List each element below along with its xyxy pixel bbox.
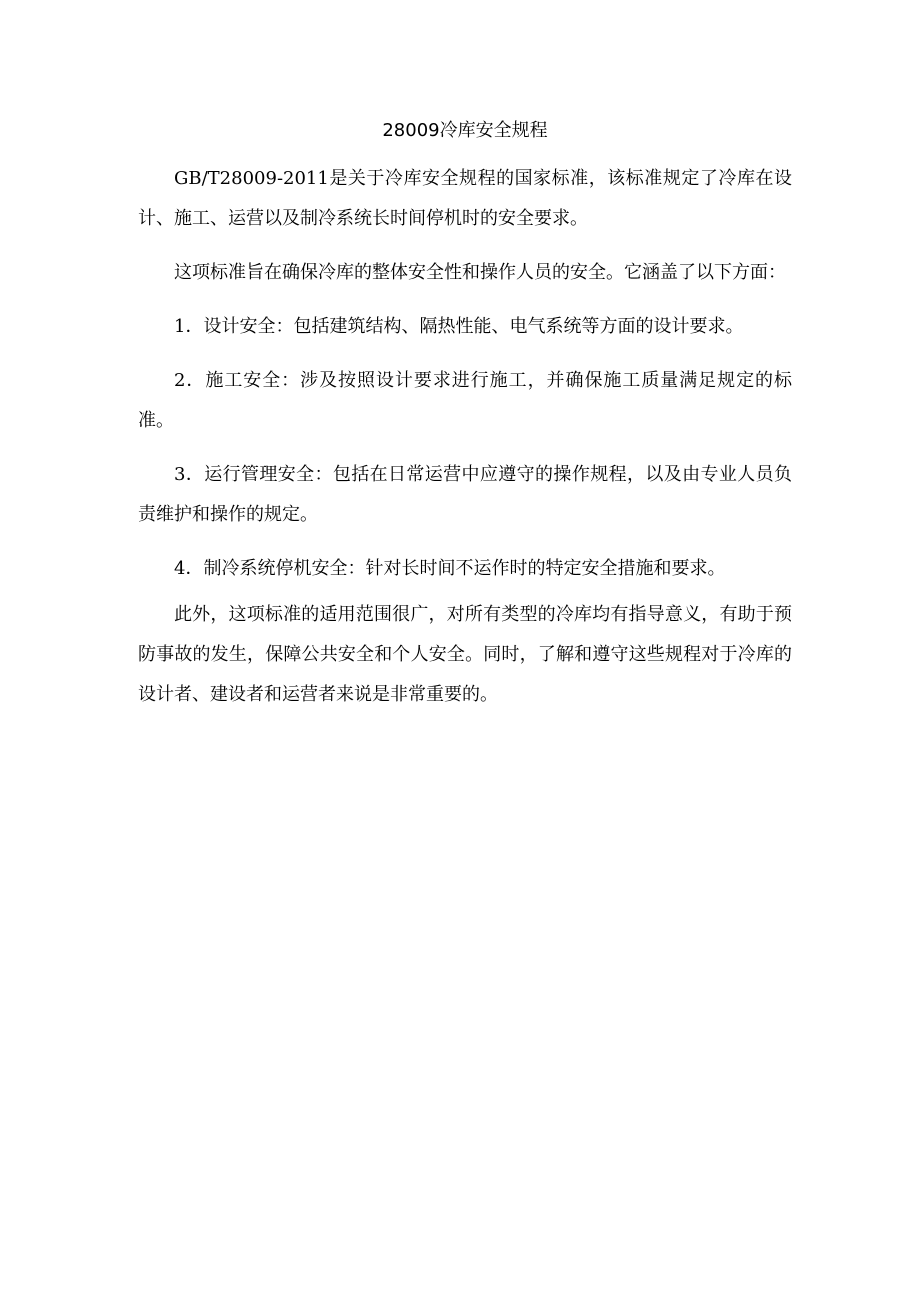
paragraph-intro: GB/T28009-2011是关于冷库安全规程的国家标准，该标准规定了冷库在设计、施工、运营以及制冷系统长时间停机时的安全要求。 xyxy=(138,168,792,229)
document-title: 28009冷库安全规程 xyxy=(382,120,548,141)
list-item-shutdown-safety: 4．制冷系统停机安全：针对长时间不运作时的特定安全措施和要求。 xyxy=(174,558,726,579)
list-item-operation-safety: 3．运行管理安全：包括在日常运营中应遵守的操作规程，以及由专业人员负责维护和操作的规定。 xyxy=(138,464,792,525)
paragraph-conclusion: 此外，这项标准的适用范围很广，对所有类型的冷库均有指导意义，有助于预防事故的发生，保障公共安全和个人安全。同时，了解和遵守这些规程对于冷库的设计者、建设者和运营者来说是非常重要的。 xyxy=(138,604,792,705)
list-item-design-safety: 1．设计安全：包括建筑结构、隔热性能、电气系统等方面的设计要求。 xyxy=(174,316,744,337)
list-item-construction-safety: 2．施工安全：涉及按照设计要求进行施工，并确保施工质量满足规定的标准。 xyxy=(138,370,792,431)
paragraph-scope: 这项标准旨在确保冷库的整体安全性和操作人员的安全。它涵盖了以下方面： xyxy=(174,262,786,283)
document-body xyxy=(138,113,792,729)
